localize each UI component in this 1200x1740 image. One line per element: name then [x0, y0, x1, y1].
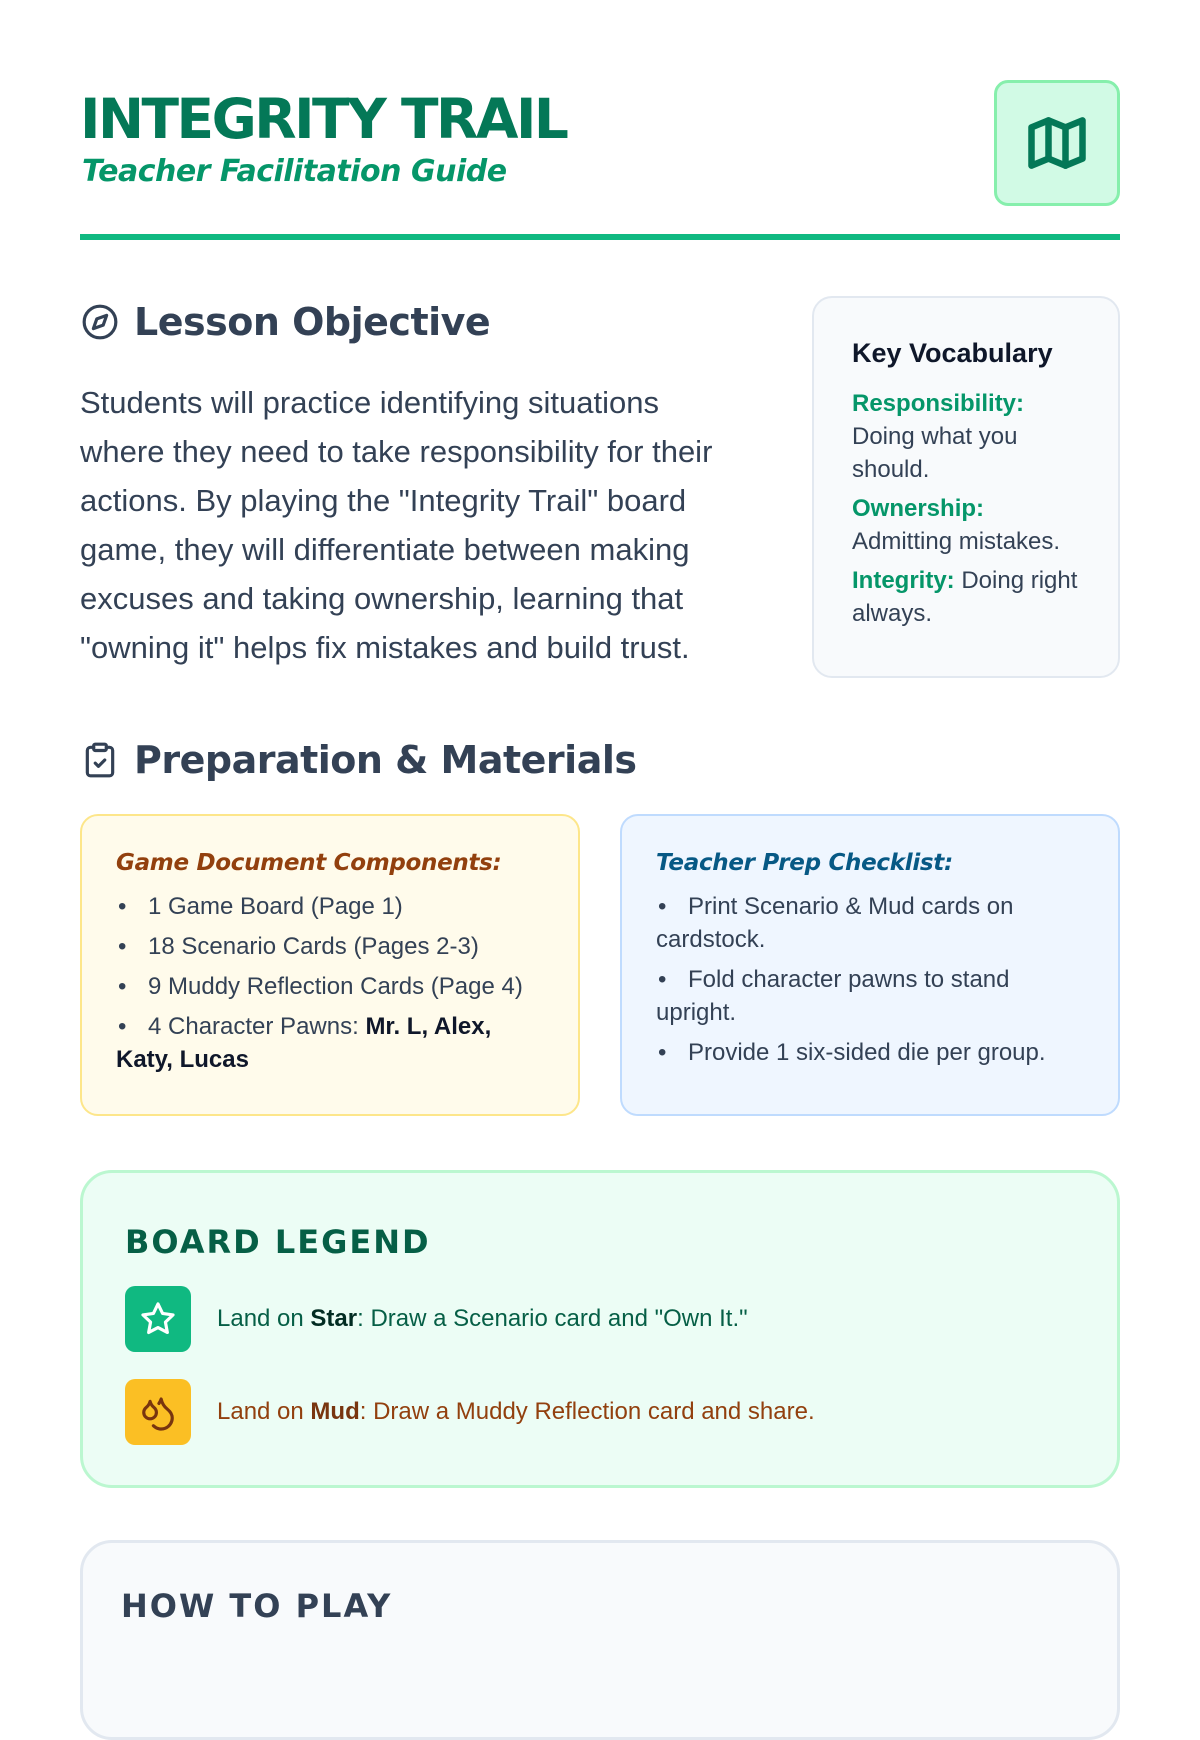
list-item: • 4 Character Pawns: Mr. L, Alex, Katy, Lucas — [116, 1013, 492, 1073]
objective-heading: Lesson Objective — [134, 300, 491, 344]
droplets-icon — [125, 1379, 191, 1445]
page-title: INTEGRITY TRAIL — [80, 87, 567, 151]
materials-heading: Preparation & Materials — [134, 738, 637, 782]
page-header — [80, 80, 1120, 240]
list-item: • Fold character pawns to stand upright. — [656, 966, 1010, 1026]
objective-text: Students will practice identifying situations where they need to take responsibility for their actions. By playing the "Integrity Trail" board game, they will differentiate between making excuses and taking ownership, learning that "owning it" helps fix mistakes and build trust. — [80, 385, 713, 665]
vocab-term: Ownership: — [852, 495, 985, 522]
list-item: • 1 Game Board (Page 1) — [118, 893, 403, 920]
legend-row-star — [125, 1286, 748, 1352]
compass-icon — [80, 302, 120, 342]
checklist-heading: Teacher Prep Checklist: — [656, 850, 953, 876]
vocab-term: Responsibility: — [852, 390, 1025, 417]
vocabulary-heading: Key Vocabulary — [852, 338, 1053, 368]
checklist-list — [656, 890, 1084, 1069]
vocab-entry — [852, 387, 1080, 486]
star-icon — [125, 1286, 191, 1352]
legend-mud-text: Land on Mud: Draw a Muddy Reflection card and share. — [217, 1398, 815, 1425]
list-item: • Provide 1 six-sided die per group. — [658, 1039, 1046, 1066]
page-subtitle: Teacher Facilitation Guide — [82, 154, 507, 189]
list-item: • Print Scenario & Mud cards on cardstock. — [656, 893, 1014, 953]
key-vocabulary-card — [812, 296, 1120, 678]
how-to-play-card — [80, 1540, 1120, 1740]
components-heading: Game Document Components: — [116, 850, 502, 876]
vocab-entry — [852, 564, 1080, 630]
how-to-play-heading: HOW TO PLAY — [121, 1587, 393, 1625]
header-divider — [80, 234, 1120, 240]
list-item: • 9 Muddy Reflection Cards (Page 4) — [118, 973, 523, 1000]
components-card — [80, 814, 580, 1116]
vocab-term: Integrity: — [852, 567, 955, 594]
components-list — [116, 890, 544, 1076]
objective-heading-row — [80, 300, 490, 344]
clipboard-check-icon — [80, 740, 120, 780]
pawn-names: Mr. L, Alex, Katy, Lucas — [116, 1013, 492, 1073]
board-legend-card — [80, 1170, 1120, 1488]
materials-heading-row — [80, 738, 636, 782]
vocab-definition: Doing what you should. — [852, 423, 1018, 483]
list-item: • 18 Scenario Cards (Pages 2-3) — [118, 933, 479, 960]
prep-checklist-card — [620, 814, 1120, 1116]
legend-row-mud — [125, 1379, 815, 1445]
map-icon — [994, 80, 1120, 206]
vocab-entry — [852, 492, 1080, 558]
legend-star-text: Land on Star: Draw a Scenario card and "Own It." — [217, 1305, 748, 1332]
vocab-definition: Admitting mistakes. — [852, 528, 1061, 555]
legend-heading: BOARD LEGEND — [125, 1223, 431, 1261]
vocab-definition: Doing right always. — [852, 567, 1078, 627]
